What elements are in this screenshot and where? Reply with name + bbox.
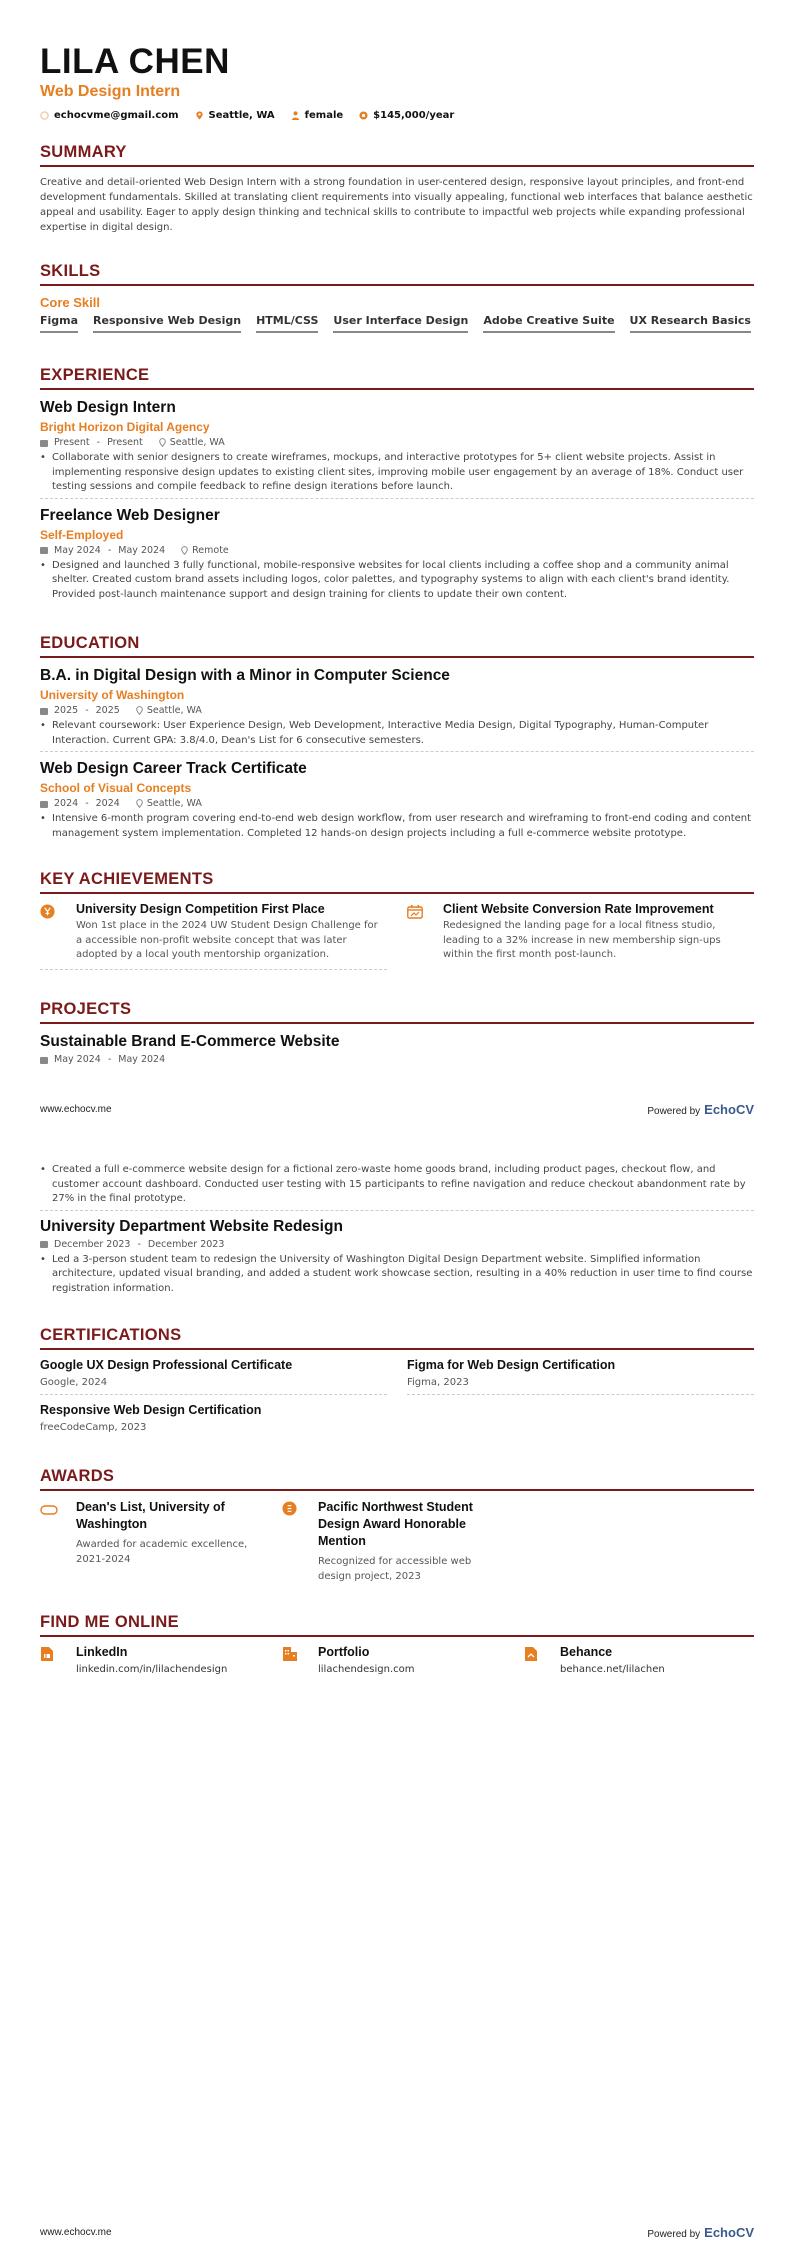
skill-tag: Figma [40, 314, 78, 333]
contact-email[interactable] [40, 110, 179, 121]
calendar-icon [40, 800, 48, 808]
achievement-desc: Redesigned the landing page for a local fitness studio, leading to a 32% increase in new membership sign-ups within the first month post-launch. [443, 920, 721, 960]
entry-bullet-text: Designed and launched 3 fully functional, mobile-responsive websites for local clients including a coffee shop and a community animal shelter. Created custom brand assets including logos, color palettes, and typography systems to align with each client's brand identity. Provided post-launch maintenance support and design training for clients to update their own content. [52, 559, 730, 600]
entry-end: Present [107, 437, 143, 448]
certifications-grid [40, 1358, 754, 1447]
entry-title: University Department Website Redesign [40, 1217, 343, 1235]
entry-location-text: Seattle, WA [169, 437, 225, 448]
online-item-behance[interactable] [524, 1645, 746, 1675]
online-item-linkedin[interactable] [40, 1645, 262, 1675]
footer-site[interactable]: www.echocv.me [40, 1104, 112, 1115]
entry-start: May 2024 [54, 1054, 101, 1065]
entry-bullet [40, 1253, 754, 1297]
projects-continued [40, 1160, 754, 1296]
candidate-name: LILA CHEN [40, 42, 230, 81]
entry-title: Web Design Career Track Certificate [40, 760, 307, 777]
entry-title: Freelance Web Designer [40, 506, 220, 524]
summary-heading: SUMMARY [40, 143, 754, 167]
ribbon-icon [40, 1504, 58, 1516]
contact-location [195, 110, 275, 121]
online-link[interactable]: behance.net/lilachen [560, 1664, 665, 1675]
certification-issuer: freeCodeCamp, 2023 [40, 1422, 147, 1433]
footer-site[interactable]: www.echocv.me [40, 2227, 112, 2238]
achievements-section [40, 870, 754, 970]
behance-icon [524, 1646, 538, 1662]
education-section [40, 634, 754, 841]
achievement-item [40, 902, 387, 970]
contact-gender-text: female [304, 110, 344, 121]
contact-salary-text: $145,000/year [373, 110, 455, 121]
summary-text: Creative and detail-oriented Web Design Intern with a strong foundation in user-centered design, responsive layout principles, and front-end development fundamentals. Skilled at translating client requirements into visually appealing, functional web interfaces that balance aesthetic appeal and usability. Eager to apply design thinking and technical skills to contribute to impactful web projects while expanding professional expertise in digital design. [40, 177, 753, 233]
education-entry [40, 760, 754, 841]
skills-list [40, 314, 754, 333]
powered-by [647, 1102, 754, 1117]
chart-card-icon [407, 905, 423, 919]
date-separator: - [107, 1054, 112, 1065]
awards-heading: AWARDS [40, 1467, 754, 1491]
award-title: Dean's List, University of Washington [76, 1500, 225, 1531]
online-title: Behance [560, 1645, 613, 1659]
certification-item [40, 1403, 387, 1439]
entry-location [136, 705, 202, 716]
entry-bullet-text: Intensive 6-month program covering end-to-end web design workflow, from user research and wireframing to front-end coding and content management system implementation. Completed 12 hands-on design projects including a full e-commerce website prototype. [52, 813, 752, 839]
linkedin-icon [40, 1646, 54, 1662]
entry-title: B.A. in Digital Design with a Minor in Computer Science [40, 667, 450, 684]
entry-title: Web Design Intern [40, 399, 176, 416]
certification-title: Figma for Web Design Certification [407, 1358, 616, 1372]
contact-salary [359, 110, 454, 121]
entry-bullet-text: Created a full e-commerce website design for a fictional zero-waste home goods brand, including product pages, checkout flow, and customer account dashboard. Conducted user testing with 15 participants to refine navigation and reduce checkout abandonment rate by 27% in the final prototype. [52, 1164, 746, 1204]
entry-meta [40, 1239, 754, 1250]
bullet-dot: • [40, 720, 46, 731]
entry-org: Self-Employed [40, 527, 124, 542]
calendar-icon [40, 1240, 48, 1248]
powered-by [647, 2225, 754, 2240]
online-item-portfolio[interactable] [282, 1645, 504, 1675]
experience-section [40, 366, 754, 602]
entry-meta [40, 705, 754, 716]
entry-bullet [40, 559, 754, 603]
salary-icon [359, 111, 368, 120]
skill-tag: User Interface Design [333, 314, 468, 333]
award-desc: Recognized for accessible web design project, 2023 [318, 1556, 472, 1582]
awards-row [40, 1499, 754, 1584]
entry-title: Sustainable Brand E-Commerce Website [40, 1033, 340, 1050]
bullet-dot: • [40, 1253, 46, 1265]
date-separator: - [85, 705, 89, 716]
online-title: Portfolio [318, 1645, 370, 1659]
entry-bullet [40, 719, 754, 748]
entry-org: University of Washington [40, 688, 185, 702]
entry-bullet [40, 451, 754, 495]
contact-row [40, 110, 754, 121]
certifications-section [40, 1326, 754, 1447]
location-pin-icon [136, 799, 143, 808]
online-section [40, 1613, 754, 1675]
skills-heading: SKILLS [40, 262, 754, 286]
certification-item [40, 1358, 387, 1395]
projects-section [40, 1000, 754, 1065]
calendar-icon [40, 1056, 48, 1064]
entry-end: 2025 [95, 705, 120, 716]
entry-meta [40, 437, 754, 448]
project-entry [40, 1033, 754, 1065]
contact-location-text: Seattle, WA [208, 110, 275, 121]
entry-bullet-text: Led a 3-person student team to redesign the University of Washington Digital Design Department website. Simplified information architecture, updated visual branding, and added a student work showcase section, resulting in a 40% reduction in user time to find course registration information. [52, 1253, 753, 1294]
achievement-title: Client Website Conversion Rate Improvement [443, 902, 714, 916]
calendar-icon [40, 707, 48, 715]
achievements-grid [40, 902, 754, 970]
online-title: LinkedIn [76, 1645, 128, 1659]
entry-start: May 2024 [54, 544, 101, 556]
location-pin-icon [181, 546, 188, 555]
project-entry-body [40, 1163, 754, 1211]
date-separator: - [107, 544, 112, 556]
entry-location [159, 437, 225, 448]
bullet-dot: • [40, 813, 46, 824]
certification-issuer: Figma, 2023 [407, 1377, 469, 1388]
bullet-dot: • [40, 1164, 46, 1175]
entry-end: May 2024 [118, 544, 166, 556]
skill-tag: UX Research Basics [630, 314, 751, 333]
skills-section [40, 262, 754, 333]
entry-start: 2025 [54, 705, 79, 716]
award-item [282, 1499, 504, 1584]
education-entry [40, 667, 754, 752]
person-icon [291, 111, 300, 120]
skill-tag: Adobe Creative Suite [483, 314, 614, 333]
resume-header [40, 42, 754, 121]
entry-end: 2024 [95, 798, 120, 809]
certification-issuer: Google, 2024 [40, 1377, 108, 1388]
skill-tag: Responsive Web Design [93, 314, 241, 333]
calendar-icon [40, 439, 48, 447]
contact-gender [291, 110, 344, 121]
achievement-desc: Won 1st place in the 2024 UW Student Design Challenge for a accessible non-profit website concept that was later adopted by a local youth mentorship organization. [76, 920, 378, 960]
contact-email-text: echocvme@gmail.com [54, 110, 179, 121]
entry-bullet [40, 1163, 754, 1207]
skill-category: Core Skill [40, 295, 100, 310]
summary-section [40, 143, 754, 235]
calendar-icon [40, 546, 48, 554]
candidate-title: Web Design Intern [40, 83, 181, 100]
medal-icon [40, 904, 55, 919]
date-separator: - [137, 1238, 141, 1250]
brand-logo[interactable]: EchoCV [704, 2225, 754, 2240]
projects-heading: PROJECTS [40, 1000, 754, 1024]
bullet-dot: • [40, 452, 46, 463]
achievements-heading: KEY ACHIEVEMENTS [40, 870, 754, 894]
location-pin-icon [195, 111, 204, 120]
entry-start: December 2023 [54, 1238, 131, 1250]
powered-by-label: Powered by [647, 1106, 701, 1117]
award-item [40, 1499, 262, 1584]
experience-heading: EXPERIENCE [40, 366, 754, 390]
experience-entry [40, 399, 754, 499]
entry-end: May 2024 [118, 1054, 166, 1065]
date-separator: - [85, 798, 89, 809]
certification-title: Responsive Web Design Certification [40, 1403, 262, 1417]
entry-start: Present [54, 437, 90, 448]
entry-meta [40, 798, 754, 809]
powered-by-label: Powered by [647, 2229, 701, 2240]
award-title: Pacific Northwest Student Design Award Honorable Mention [318, 1500, 473, 1548]
certifications-heading: CERTIFICATIONS [40, 1326, 754, 1350]
entry-org: Bright Horizon Digital Agency [40, 420, 210, 434]
entry-location [136, 798, 202, 809]
entry-location-text: Seattle, WA [146, 798, 202, 809]
date-separator: - [96, 437, 101, 448]
online-link[interactable]: linkedin.com/in/lilachendesign [76, 1664, 228, 1675]
brand-logo[interactable]: EchoCV [704, 1102, 754, 1117]
education-heading: EDUCATION [40, 634, 754, 658]
online-heading: FIND ME ONLINE [40, 1613, 754, 1637]
certification-item [407, 1358, 754, 1395]
page-footer [40, 2225, 754, 2240]
awards-section [40, 1467, 754, 1584]
achievement-title: University Design Competition First Place [76, 902, 325, 916]
entry-org: School of Visual Concepts [40, 781, 192, 795]
bullet-dot: • [40, 559, 46, 571]
entry-start: 2024 [54, 798, 79, 809]
entry-end: December 2023 [147, 1238, 225, 1250]
location-pin-icon [136, 706, 143, 715]
entry-bullet-text: Collaborate with senior designers to create wireframes, mockups, and interactive prototypes for 5+ client website projects. Assist in implementing responsive design updates to existing client sites, improving mobile user engagement by an average of 18%. Conduct user testing sessions and compile feedback to refine design iterations before launch. [52, 452, 744, 492]
page-footer [40, 1102, 754, 1117]
entry-location-text: Remote [192, 544, 229, 556]
entry-bullet [40, 812, 754, 841]
online-link[interactable]: lilachendesign.com [318, 1664, 415, 1675]
online-row [40, 1645, 754, 1675]
email-icon [40, 111, 49, 120]
certification-title: Google UX Design Professional Certificate [40, 1358, 293, 1372]
entry-location-text: Seattle, WA [146, 705, 202, 716]
location-pin-icon [159, 438, 166, 447]
skill-tag: HTML/CSS [256, 314, 318, 333]
entry-bullet-text: Relevant coursework: User Experience Design, Web Development, Interactive Media Design, Digital Typography, Human-Computer Interaction. Current GPA: 3.8/4.0, Dean's List for 6 consecutive semesters. [52, 720, 709, 746]
entry-location [181, 545, 229, 556]
coin-medal-icon [282, 1501, 297, 1516]
entry-meta [40, 1054, 754, 1065]
achievement-item [407, 902, 754, 970]
entry-meta [40, 545, 754, 556]
award-desc: Awarded for academic excellence, 2021-2024 [76, 1539, 248, 1565]
experience-entry [40, 507, 754, 603]
portfolio-icon [282, 1646, 298, 1662]
project-entry [40, 1218, 754, 1297]
